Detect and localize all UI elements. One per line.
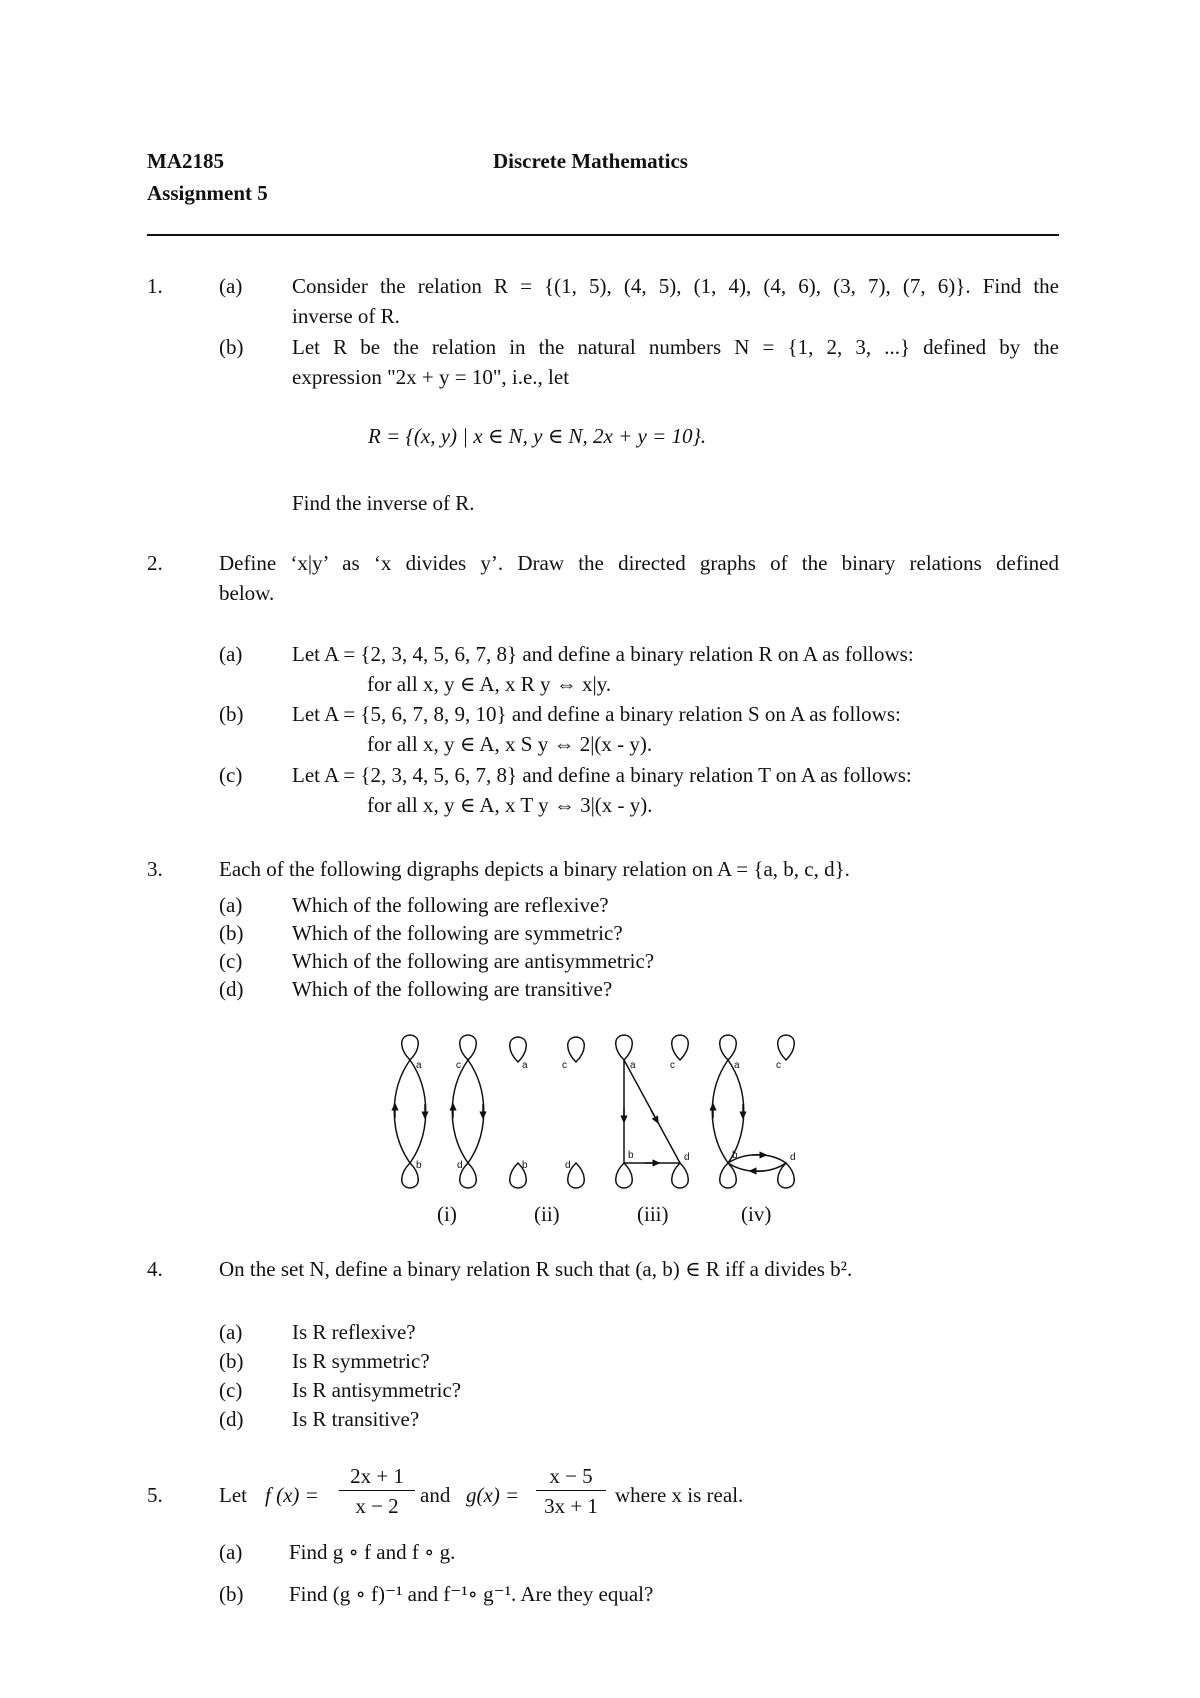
q4-number: 4. xyxy=(147,1257,163,1281)
q4d-label: (d) xyxy=(219,1407,244,1431)
graph-label-iv: (iv) xyxy=(741,1202,772,1226)
q5a-label: (a) xyxy=(219,1540,243,1564)
q4-intro: On the set N, define a binary relation R such that (a, b) ∈ R iff a divides b². xyxy=(219,1257,853,1281)
vertex-label: c xyxy=(670,1060,675,1071)
q5-f-fraction xyxy=(339,1466,415,1517)
vertex-label: b xyxy=(628,1150,634,1161)
q1b-formula: R = {(x, y) | x ∈ N, y ∈ N, 2x + y = 10}. xyxy=(368,424,707,448)
loop-b-iii xyxy=(616,1163,633,1188)
vertex-label: c xyxy=(776,1060,781,1071)
vertex-label: b xyxy=(416,1160,422,1171)
q5-g-denominator: 3x + 1 xyxy=(544,1494,598,1518)
edge-a-b-i xyxy=(410,1060,426,1163)
loop-c-ii xyxy=(460,1035,477,1060)
vertex-label: a xyxy=(522,1060,528,1071)
q1b-text-line2: expression "2x + y = 10", i.e., let xyxy=(292,365,570,389)
q3c-text: Which of the following are antisymmetric? xyxy=(292,949,655,973)
graph-label-i: (i) xyxy=(437,1202,457,1226)
q3c-label: (c) xyxy=(219,949,243,973)
edge-a-b-iv xyxy=(728,1060,744,1163)
q5b-text: Find (g ∘ f)⁻¹ and f⁻¹∘ g⁻¹. Are they equal? xyxy=(289,1582,654,1606)
q2a-line2: for all x, y ∈ A, x R y ⇔ x|y. xyxy=(367,672,612,696)
q2a-label: (a) xyxy=(219,642,243,666)
q5b-label: (b) xyxy=(219,1582,244,1606)
q5-g-fraction xyxy=(536,1466,606,1517)
q5a-text: Find g ∘ f and f ∘ g. xyxy=(289,1540,456,1564)
digraph-iv xyxy=(712,1035,794,1188)
loop-a-i xyxy=(402,1035,419,1060)
q4c-label: (c) xyxy=(219,1378,243,1402)
vertex-label: c xyxy=(456,1060,461,1071)
q3a-text: Which of the following are reflexive? xyxy=(292,893,609,917)
graph-label-ii: (ii) xyxy=(534,1202,560,1226)
loop-a-ii xyxy=(510,1037,527,1062)
q5-g-lhs: g(x) = xyxy=(466,1483,520,1507)
q4d-text: Is R transitive? xyxy=(292,1407,420,1431)
vertex-label: a xyxy=(630,1060,636,1071)
q2b-line2: for all x, y ∈ A, x S y ⇔ 2|(x - y). xyxy=(367,732,653,756)
edge-b-a-iv xyxy=(712,1060,728,1163)
q5-f-denominator: x − 2 xyxy=(355,1494,399,1518)
q5-f-lhs: f (x) = xyxy=(265,1483,319,1507)
q3-intro: Each of the following digraphs depicts a binary relation on A = {a, b, c, d}. xyxy=(219,857,850,881)
arrow-a-d-iii xyxy=(651,1110,657,1121)
q1a-text-line1: Consider the relation R = {(1, 5), (4, 5), (1, 4), (4, 6), (3, 7), (7, 6)}. Find the xyxy=(292,274,1059,298)
q4a-label: (a) xyxy=(219,1320,243,1344)
q4c-text: Is R antisymmetric? xyxy=(292,1378,462,1402)
q2c-line2: for all x, y ∈ A, x T y ⇔ 3|(x - y). xyxy=(367,793,653,817)
q2-intro-line2: below. xyxy=(219,581,275,605)
q5-number: 5. xyxy=(147,1483,163,1507)
q4b-text: Is R symmetric? xyxy=(292,1349,430,1373)
edge-d-c-ii xyxy=(452,1060,468,1163)
q5-f-numerator: 2x + 1 xyxy=(339,1466,415,1491)
loop-c-ii2 xyxy=(568,1037,585,1062)
loop-c-iii xyxy=(672,1035,689,1060)
digraph-figure xyxy=(380,1020,820,1200)
vertex-label: a xyxy=(416,1060,422,1071)
q2b-label: (b) xyxy=(219,702,244,726)
digraph-ii-loops xyxy=(510,1037,585,1188)
q5-where: where x is real. xyxy=(615,1483,744,1507)
vertex-label: d xyxy=(457,1160,463,1171)
q2c-line1: Let A = {2, 3, 4, 5, 6, 7, 8} and define a binary relation T on A as follows: xyxy=(292,763,912,787)
vertex-label: d xyxy=(565,1160,571,1171)
loop-d-iii xyxy=(672,1163,689,1188)
q1a-label: (a) xyxy=(219,274,243,298)
vertex-label: a xyxy=(734,1060,740,1071)
q4b-label: (b) xyxy=(219,1349,244,1373)
course-title: Discrete Mathematics xyxy=(493,149,688,173)
q2-number: 2. xyxy=(147,551,163,575)
loop-c-iv xyxy=(778,1035,795,1060)
q1b-text-line3: Find the inverse of R. xyxy=(292,491,475,515)
q5-and: and xyxy=(420,1483,451,1507)
edge-b-a-i xyxy=(394,1060,410,1163)
q1b-label: (b) xyxy=(219,335,244,359)
vertex-label: b xyxy=(522,1160,528,1171)
course-code: MA2185 xyxy=(147,149,224,173)
vertex-label: d xyxy=(684,1152,690,1163)
digraph-iii xyxy=(616,1035,689,1188)
q1a-text-line2: inverse of R. xyxy=(292,304,400,328)
assignment-title: Assignment 5 xyxy=(147,181,268,205)
vertex-label: c xyxy=(562,1060,567,1071)
q1b-text-line1: Let R be the relation in the natural numbers N = {1, 2, 3, ...} defined by the xyxy=(292,335,1059,359)
q3d-label: (d) xyxy=(219,977,244,1001)
edge-c-d-ii xyxy=(468,1060,484,1163)
graph-label-iii: (iii) xyxy=(637,1202,669,1226)
loop-a-iv xyxy=(720,1035,737,1060)
q1-number: 1. xyxy=(147,274,163,298)
q2a-line1: Let A = {2, 3, 4, 5, 6, 7, 8} and define a binary relation R on A as follows: xyxy=(292,642,914,666)
q3d-text: Which of the following are transitive? xyxy=(292,977,613,1001)
q3a-label: (a) xyxy=(219,893,243,917)
vertex-label: d xyxy=(790,1152,796,1163)
q5-g-numerator: x − 5 xyxy=(536,1466,606,1491)
q2c-label: (c) xyxy=(219,763,243,787)
vertex-label: b xyxy=(732,1150,738,1161)
q5-let: Let xyxy=(219,1483,247,1507)
q4a-text: Is R reflexive? xyxy=(292,1320,416,1344)
q3b-label: (b) xyxy=(219,921,244,945)
q3-number: 3. xyxy=(147,857,163,881)
loop-a-iii xyxy=(616,1035,633,1060)
q2-intro-line1: Define ‘x|y’ as ‘x divides y’. Draw the directed graphs of the binary relations defined xyxy=(219,551,1059,575)
q3b-text: Which of the following are symmetric? xyxy=(292,921,623,945)
header-rule xyxy=(147,234,1059,236)
q2b-line1: Let A = {5, 6, 7, 8, 9, 10} and define a binary relation S on A as follows: xyxy=(292,702,901,726)
edge-d-b-iv xyxy=(728,1163,786,1171)
